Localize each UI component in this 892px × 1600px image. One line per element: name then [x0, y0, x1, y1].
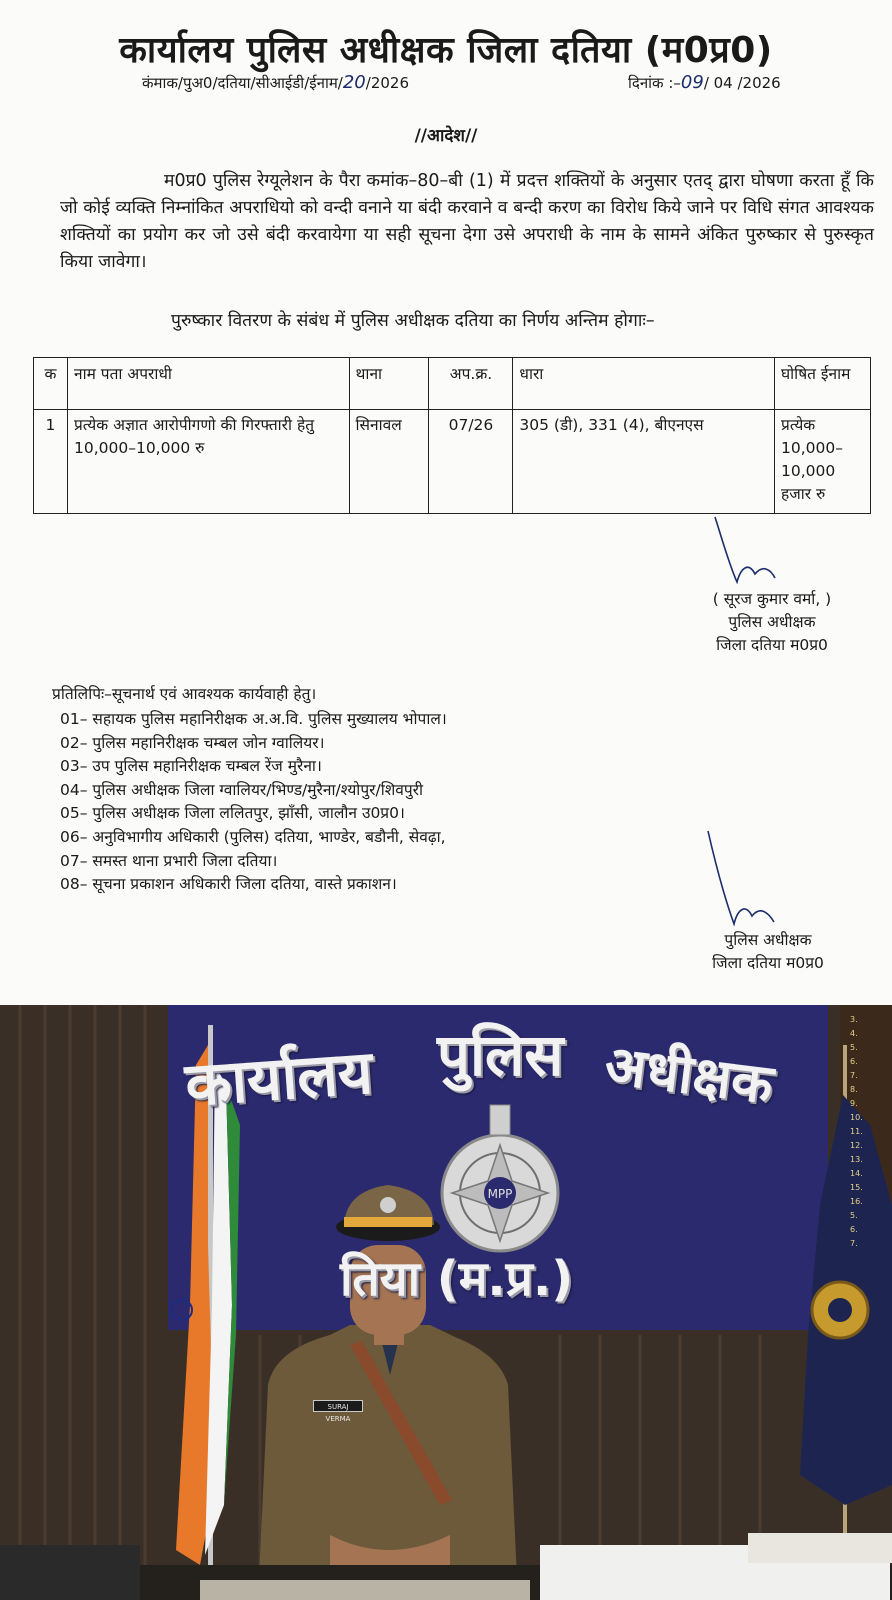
list-item: 13.	[850, 1155, 863, 1164]
order-date	[628, 72, 781, 93]
list-item: 7.	[850, 1071, 858, 1080]
list-item: 06– अनुविभागीय अधिकारी (पुलिस) दतिया, भाण्डेर, बडौनी, सेवढ़ा,	[60, 827, 446, 846]
signature-block-primary	[662, 588, 882, 657]
list-item: 08– सूचना प्रकाशन अधिकारी जिला दतिया, वास्ते प्रकाशन।	[60, 875, 397, 894]
col-reward: घोषित ईनाम	[775, 358, 871, 410]
list-item: 01– सहायक पुलिस महानिरीक्षक अ.अ.वि. पुलिस मुख्यालय भोपाल।	[60, 710, 447, 728]
cell-case-number: 07/26	[429, 410, 513, 514]
list-item: 5.	[850, 1043, 858, 1052]
date-day-handwritten: 09	[680, 72, 704, 93]
cell-police-station: सिनावल	[349, 410, 429, 514]
date-label: दिनांक :–	[628, 74, 681, 92]
signatory-office: जिला दतिया म0प्र0	[712, 954, 824, 972]
list-item: 3.	[850, 1015, 858, 1024]
banner-word-superintendent: अधीक्षक	[601, 1032, 777, 1117]
ref-year: /2026	[365, 74, 409, 92]
list-item: 8.	[850, 1085, 858, 1094]
list-item: 03– उप पुलिस महानिरीक्षक चम्बल रेंज मुरैना।	[60, 757, 322, 776]
reward-table	[33, 357, 871, 514]
copy-heading: प्रतिलिपिः–सूचनार्थ एवं आवश्यक कार्यवाही हेतु।	[52, 685, 317, 703]
cell-serial: 1	[34, 410, 68, 514]
banner-location: तिया (म.प्र.)	[340, 1251, 574, 1307]
ref-number-handwritten: 20	[342, 72, 366, 93]
list-item: 16.	[850, 1197, 863, 1206]
col-serial: क	[34, 358, 68, 410]
list-item: 7.	[850, 1239, 858, 1248]
list-item: 15.	[850, 1183, 863, 1192]
order-paragraph: म0प्र0 पुलिस रेग्यूलेशन के पैरा कमांक–80–बी (1) में प्रदत्त शक्तियों के अनुसार एतद् द्वारा घोषणा करता हूँ कि जो कोई व्यक्ति निम्नांकित अपराधियो को वन्दी वनाने या बंदी करवाने व बन्दी करण का विरोध किये जाने पर विधि संगत आवश्यक शक्तियों का प्रयोग कर जो उसे बंदी करवायेगा या सही सूचना देगा उसे अपराधी के नाम के सामने अंकित पुरुष्कार से पुरुस्कृत किया जावेगा।	[60, 171, 874, 272]
ref-prefix: कंमाक/पुअ0/दतिया/सीआईडी/ईनाम/	[142, 74, 343, 92]
signatory-designation: पुलिस अधीक्षक	[728, 613, 816, 631]
list-item: 5.	[850, 1211, 858, 1220]
list-item: 12.	[850, 1141, 863, 1150]
emblem-letters: MPP	[487, 1187, 513, 1201]
list-item: 6.	[850, 1225, 858, 1234]
col-section: धारा	[513, 358, 775, 410]
notice-board-list	[850, 1013, 892, 1251]
banner-word-police: पुलिस	[437, 1021, 564, 1089]
signature-mark	[700, 826, 810, 936]
cell-accused: प्रत्येक अज्ञात आरोपीगणो की गिरफ्तारी हेतु 10,000–10,000 रु	[67, 410, 349, 514]
list-item: 11.	[850, 1127, 863, 1136]
list-item: 05– पुलिस अधीक्षक जिला ललितपुर, झाँसी, जालौन उ0प्र0।	[60, 804, 405, 823]
banner-word-office: कार्यालय	[182, 1037, 375, 1121]
cell-section: 305 (डी), 331 (4), बीएनएस	[513, 410, 775, 514]
order-heading: //आदेश//	[414, 126, 478, 146]
list-item: 4.	[850, 1029, 858, 1038]
office-title: कार्यालय पुलिस अधीक्षक जिला दतिया (म0प्र0)	[119, 30, 773, 71]
signature-mark	[705, 512, 815, 592]
signatory-office: जिला दतिया म0प्र0	[716, 636, 828, 654]
list-item: 14.	[850, 1169, 863, 1178]
table-header-row	[34, 358, 871, 410]
list-item: 10.	[850, 1113, 863, 1122]
list-item: 02– पुलिस महानिरीक्षक चम्बल जोन ग्वालियर।	[60, 733, 325, 752]
reference-number	[142, 72, 409, 93]
col-case-number: अप.क्र.	[429, 358, 513, 410]
col-accused: नाम पता अपराधी	[67, 358, 349, 410]
signatory-designation: पुलिस अधीक्षक	[724, 931, 812, 949]
list-item: 6.	[850, 1057, 858, 1066]
date-rest: / 04 /2026	[703, 74, 781, 92]
reward-decision-paragraph: पुरुष्कार वितरण के संबंध में पुलिस अधीक्षक दतिया का निर्णय अन्तिम होगाः–	[171, 311, 655, 331]
officer-name-tag: SURAJ VERMA	[313, 1400, 363, 1412]
list-item: 04– पुलिस अधीक्षक जिला ग्वालियर/भिण्ड/मुरैना/श्योपुर/शिवपुरी	[60, 780, 424, 799]
signatory-name: ( सूरज कुमार वर्मा, )	[712, 590, 832, 608]
table-row	[34, 410, 871, 514]
copy-recipient-list	[60, 708, 447, 897]
office-photo	[0, 1005, 892, 1600]
cell-reward: प्रत्येक 10,000–10,000 हजार रु	[775, 410, 871, 514]
list-item: 9.	[850, 1099, 858, 1108]
col-police-station: थाना	[349, 358, 429, 410]
signature-block-secondary	[668, 929, 868, 975]
list-item: 07– समस्त थाना प्रभारी जिला दतिया।	[60, 851, 278, 870]
